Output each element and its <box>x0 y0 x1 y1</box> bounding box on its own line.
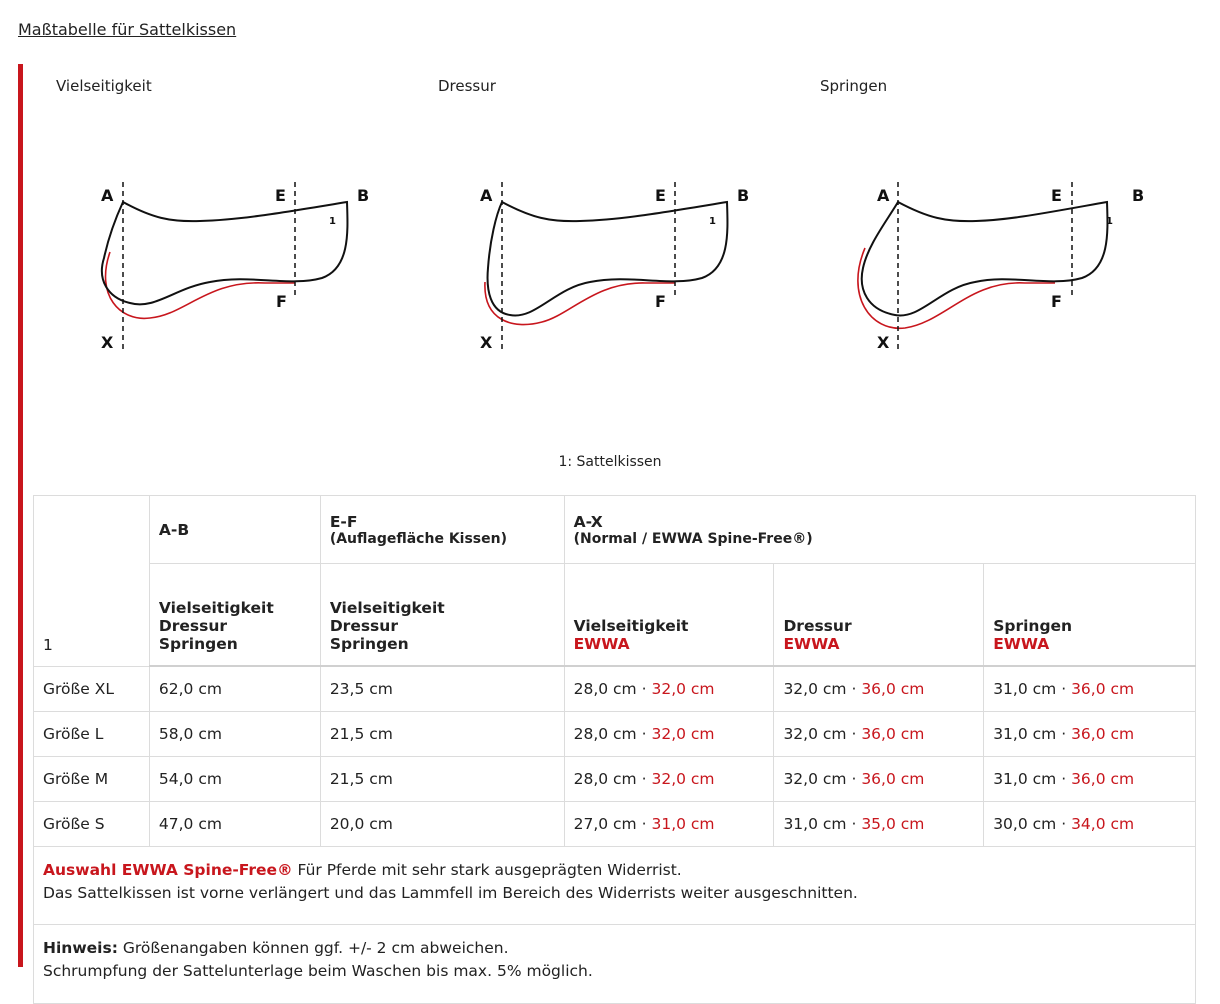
header-ax-dressur <box>774 564 984 667</box>
header-ax-label: A-X <box>573 512 603 531</box>
note-hinweis-line2: Schrumpfung der Sattelunterlage beim Waschen bis max. 5% möglich. <box>43 962 593 980</box>
ax-dressur-cell: 32,0 cm · 36,0 cm <box>774 712 984 757</box>
point-b-label: B <box>1132 186 1145 205</box>
ax-springen-cell: 30,0 cm · 34,0 cm <box>984 802 1196 847</box>
size-cell: Größe XL <box>34 666 150 712</box>
discipline-label: Springen <box>993 617 1073 635</box>
point-x-label: X <box>480 333 493 352</box>
point-x-label: X <box>101 333 114 352</box>
discipline-label: Dressur <box>158 617 228 635</box>
diagram-label-vielseitigkeit: Vielseitigkeit <box>56 77 152 95</box>
table-row <box>34 802 1196 847</box>
discipline-label: Dressur <box>329 617 398 635</box>
ax-vielseitigkeit-cell: 28,0 cm · 32,0 cm <box>564 666 774 712</box>
note-hinweis-lead: Hinweis: <box>43 939 118 957</box>
header-ax-springen <box>984 564 1196 667</box>
saddle-pad-diagram-dressur <box>470 170 770 355</box>
header-cell-ax <box>564 496 1195 564</box>
header-ax-sub: (Normal / EWWA Spine-Free®) <box>573 530 813 547</box>
point-a-label: A <box>101 186 114 205</box>
point-e-label: E <box>275 186 286 205</box>
point-f-label: F <box>655 292 666 311</box>
header-cell-ab: A-B <box>149 496 320 564</box>
pad-outline <box>102 202 348 304</box>
table-row <box>34 712 1196 757</box>
header-ef-sub: (Auflagefläche Kissen) <box>329 530 507 547</box>
diagram-label-dressur: Dressur <box>438 77 496 95</box>
size-table <box>33 495 1196 1004</box>
table-note-row <box>34 847 1196 925</box>
ax-dressur-cell: 32,0 cm · 36,0 cm <box>774 757 984 802</box>
ax-springen-cell: 31,0 cm · 36,0 cm <box>984 757 1196 802</box>
table-header-row-1 <box>34 496 1196 564</box>
note-hinweis <box>34 925 1196 1004</box>
ewwa-label: EWWA <box>573 635 630 653</box>
discipline-label: Springen <box>329 635 409 653</box>
pad-number-label: 1 <box>329 216 336 227</box>
header-cell-one: 1 <box>34 496 150 667</box>
point-b-label: B <box>357 186 370 205</box>
page-title: Maßtabelle für Sattelkissen <box>18 20 237 39</box>
ef-cell: 20,0 cm <box>320 802 564 847</box>
point-a-label: A <box>877 186 890 205</box>
note-hinweis-text: Größenangaben können ggf. +/- 2 cm abweichen. <box>117 939 509 957</box>
header-ab-disciplines <box>149 564 320 667</box>
discipline-label: Springen <box>158 635 238 653</box>
ax-vielseitigkeit-cell: 28,0 cm · 32,0 cm <box>564 712 774 757</box>
table-note-row <box>34 925 1196 1004</box>
ax-springen-cell: 31,0 cm · 36,0 cm <box>984 666 1196 712</box>
table-header-row-2 <box>34 564 1196 667</box>
ewwa-label: EWWA <box>783 635 840 653</box>
ab-cell: 54,0 cm <box>149 757 320 802</box>
ax-dressur-cell: 31,0 cm · 35,0 cm <box>774 802 984 847</box>
note-spine-free <box>34 847 1196 925</box>
point-f-label: F <box>1051 292 1062 311</box>
size-cell: Größe L <box>34 712 150 757</box>
ef-cell: 21,5 cm <box>320 757 564 802</box>
ax-springen-cell: 31,0 cm · 36,0 cm <box>984 712 1196 757</box>
ef-cell: 23,5 cm <box>320 666 564 712</box>
ewwa-label: EWWA <box>993 635 1050 653</box>
ax-vielseitigkeit-cell: 27,0 cm · 31,0 cm <box>564 802 774 847</box>
point-f-label: F <box>276 292 287 311</box>
header-ef-disciplines <box>320 564 564 667</box>
diagram-caption: 1: Sattelkissen <box>558 454 662 470</box>
ef-cell: 21,5 cm <box>320 712 564 757</box>
point-e-label: E <box>655 186 666 205</box>
header-ef-label: E-F <box>329 512 358 531</box>
note-spine-free-text: Für Pferde mit sehr stark ausgeprägten Widerrist. <box>292 861 682 879</box>
header-ax-vielseitigkeit <box>564 564 774 667</box>
diagram-label-springen: Springen <box>820 77 888 95</box>
point-a-label: A <box>480 186 493 205</box>
table-row <box>34 757 1196 802</box>
ewwa-outline <box>485 282 675 325</box>
pad-outline <box>488 202 728 316</box>
note-spine-free-lead: Auswahl EWWA Spine-Free® <box>43 861 293 879</box>
pad-number-label: 1 <box>709 216 716 227</box>
ab-cell: 62,0 cm <box>149 666 320 712</box>
point-b-label: B <box>737 186 750 205</box>
point-e-label: E <box>1051 186 1062 205</box>
accent-bar <box>18 64 23 967</box>
size-cell: Größe M <box>34 757 150 802</box>
ab-cell: 58,0 cm <box>149 712 320 757</box>
header-cell-ef <box>320 496 564 564</box>
discipline-label: Vielseitigkeit <box>573 617 689 635</box>
table-row <box>34 666 1196 712</box>
ax-dressur-cell: 32,0 cm · 36,0 cm <box>774 666 984 712</box>
note-spine-free-line2: Das Sattelkissen ist vorne verlängert und das Lammfell im Bereich des Widerrists weiter ausgeschnitten. <box>43 884 858 902</box>
ab-cell: 47,0 cm <box>149 802 320 847</box>
size-cell: Größe S <box>34 802 150 847</box>
ax-vielseitigkeit-cell: 28,0 cm · 32,0 cm <box>564 757 774 802</box>
discipline-label: Dressur <box>783 617 852 635</box>
discipline-label: Vielseitigkeit <box>158 599 274 617</box>
saddle-pad-diagram-vielseitigkeit <box>90 170 390 355</box>
discipline-label: Vielseitigkeit <box>329 599 445 617</box>
point-x-label: X <box>877 333 890 352</box>
saddle-pad-diagram-springen <box>850 170 1150 355</box>
pad-number-label: 1 <box>1106 216 1113 227</box>
